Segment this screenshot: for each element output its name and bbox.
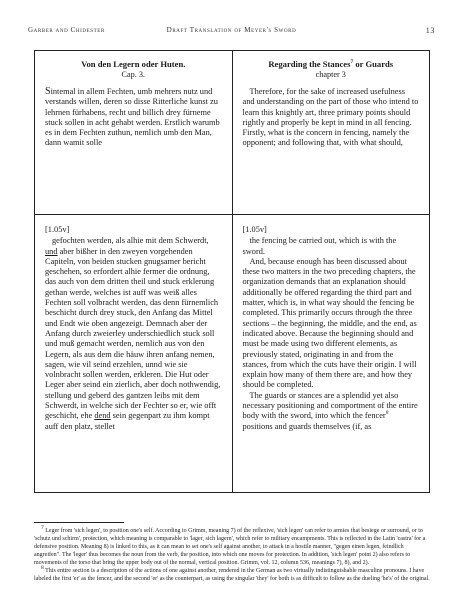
parallel-text-table: [34, 50, 430, 493]
english-chapter: chapter 3: [315, 70, 346, 79]
english-cell-2: [232, 215, 430, 493]
drop-cap: S: [45, 86, 51, 97]
footnote-marker: 8: [41, 565, 44, 571]
english-text-4a: The guards or stances are a splendid yet also necessary positioning and comportment of the entire body with the sword, into which the fencer: [242, 390, 418, 421]
english-paragraph-1: Therefore, for the sake of increased usefulness and understanding on the part of those who intend to learn this knightly art, three primary points should rightly and properly be kept in mind in all fencing. Firstly, what is the concern in fencing, namely the opponent; and following that, with what should,: [242, 87, 419, 148]
german-paragraph-1: [45, 87, 222, 149]
table-row: [35, 215, 430, 493]
german-text-2a: gefochten werden, als alhie mit dem Schwerdt,: [52, 236, 209, 246]
footnote-ref-7: 7: [350, 59, 354, 66]
english-paragraph-2: the fencing be carried out, which is with the sword.: [242, 236, 397, 256]
english-heading: [243, 59, 420, 70]
footnotes: [34, 527, 430, 583]
underlined-word: und: [45, 246, 58, 256]
folio-marker: [1.05v]: [242, 225, 267, 234]
german-cell-2: [35, 215, 233, 493]
english-heading-text-2: or Guards: [353, 59, 394, 69]
english-text-4b: positions and guards themselves (if, as: [242, 421, 372, 431]
english-cell-1: [232, 51, 430, 215]
page-number: 13: [425, 26, 435, 35]
header-authors: Garber and Chidester: [28, 26, 105, 34]
table-row: [35, 51, 430, 215]
german-cell-1: [35, 51, 233, 215]
english-paragraph-3: And, because enough has been discussed about these two matters in the two preceding chapters, the organization demands that an explanation should additionally be offered regarding the third part and matter, which is, in what way should the fencing be completed. This primarily occurs through the three sections – the beginning, the middle, and the end, as indicated above. Because the beginning should and must be made using two different elements, as previously stated, originating in and from the stances, from which the cuts have their origin. I will explain how many of them there are, and how they should be completed.: [242, 256, 417, 390]
english-heading-text: Regarding the Stances: [268, 59, 351, 69]
footnote-8: [34, 567, 430, 583]
folio-marker: [1.05v]: [45, 225, 70, 234]
footnote-rule: [34, 522, 124, 523]
english-paragraph-4: [243, 391, 420, 432]
underlined-word: dend: [94, 411, 111, 421]
german-heading: Von den Legern oder Huten.: [81, 59, 186, 69]
footnote-text: This entire section is a description of the actions of one against another, rendered in the German as two virtually indistinguishable masculine pronouns. I have labeled the first 'er' as the fencer, and the second 'er' as the counterpart, as using the singular 'they' for both is as difficult to follow as the dueling 'he's' of the original.: [34, 568, 430, 582]
header-title: Draft Translation of Meyer's Sword: [166, 26, 297, 34]
german-text-1: intemal in allem Fechten, umb mehrers nutz und verstands willen, deren so disse Ritterliche kunst zu lehrnen fürhabens, recht und billich drey fürneme stuck sollen in acht gehabt werden. Erstlich warumb es in dem Fechten zuthun, nemlich umb den Man, dann wamit solle: [45, 87, 220, 148]
german-paragraph-2: [45, 236, 222, 432]
german-chapter: Cap. 3.: [121, 70, 145, 79]
german-text-2c: sein gegenpart zu ihm kompt auff den platz, stellet: [45, 411, 210, 431]
footnote-ref-8: 8: [385, 410, 389, 417]
footnote-7: [34, 527, 430, 567]
footnote-text: Leger from 'sich legen', to position one's self. According to Grimm, meaning 7) of the reflexive, 'sich legen' can refer to armies that besiege or surround, or to 'schutz und schirm', protection, which meaning is comparable to 'lager, sich lagern', which refer to military encampments. This is reflected in the Latin 'castra' for a defensive position. Meaning 8) is linked to this, as it can mean to set one's self against another, to attack in a hostile manner, "gegen einen legen, feindlich angreifen". The 'leger' thus becomes the noun from the verb, the position, into which one moves for protection. In addition, 'sich legen' point 2) also refers to movements of the torso that bring the upper body out of the normal, vertical position. Grimm, vol. 12, column 536, meanings 7), 8), and 2).: [34, 528, 426, 566]
footnote-marker: 7: [41, 525, 44, 531]
running-header: [28, 26, 435, 38]
german-text-2b: aber bißher in den zweyen vorgehenden Capiteln, von beiden stucken gnugsamer bericht geschehen, so erfordert alhie fermer die ordnung, das auch von dem dritten theil und stuck erklerung gethan werde, welches ist auff was weiß alles Fechten soll volbracht werden, das denn fürnemlich beschicht durch drey stuck, den Anfang das Mittel und Endt wie oben angezeigt. Demnach aber der Anfang durch zweierley underschiedlich stuck soll und muß gemacht werden, nemlich aus von den Legern, als aus dem die häuw ihren anfang nemen, sagen, wie vil seind erzehlen, unnd wie sie volnbracht sollen werden, erkleren. Die Hut oder Leger aber seind ein zierlich, aber doch nothwendig, stellung und geberd des gantzen leibs mit dem Schwerdt, in welche sich der Fechter so er, wie offt geschicht, ehe: [45, 246, 221, 421]
